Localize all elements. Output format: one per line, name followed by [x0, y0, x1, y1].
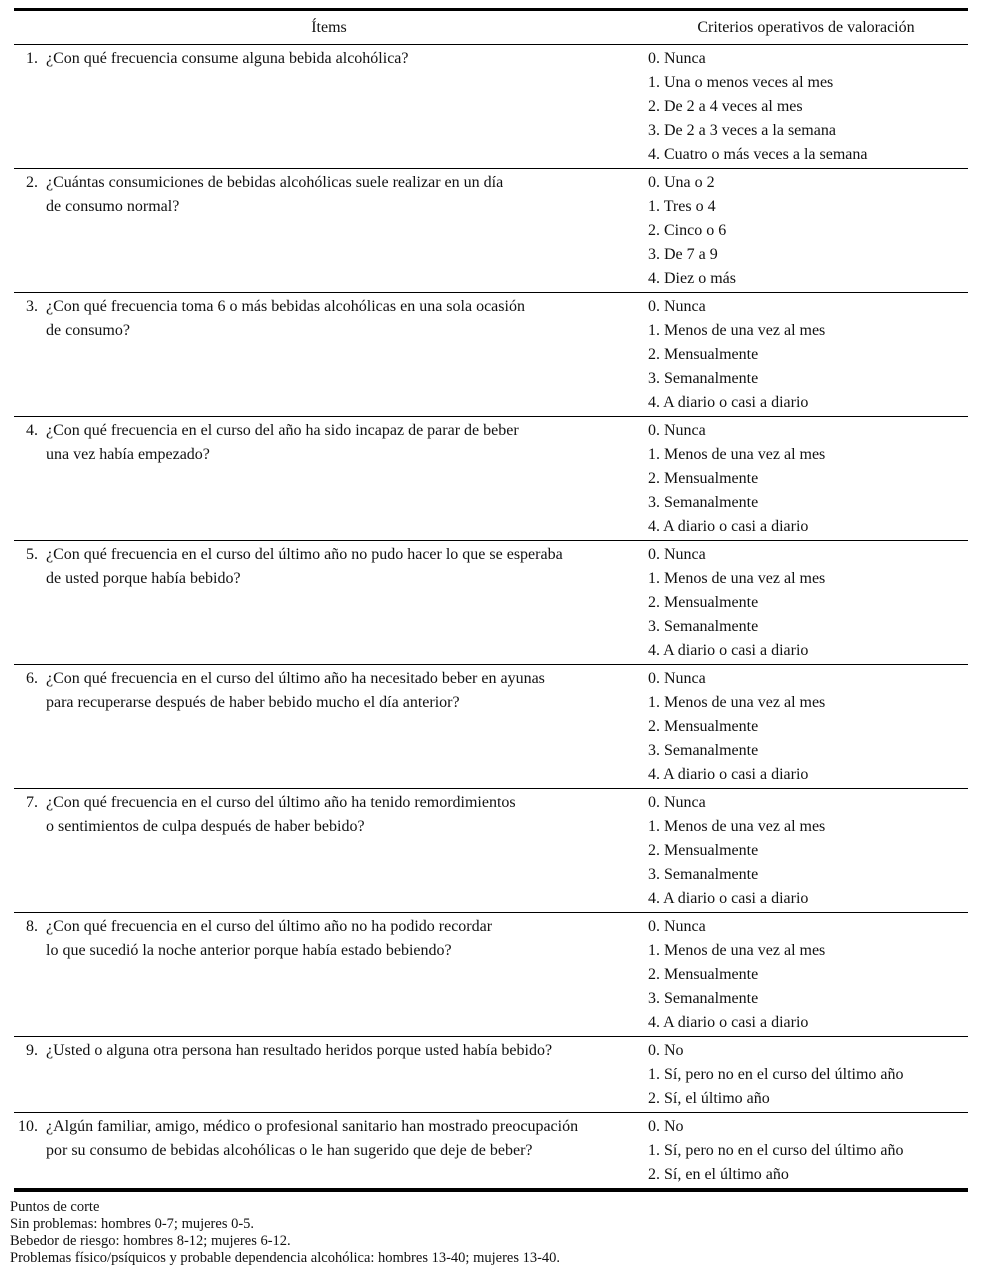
table-row: [14, 45, 968, 169]
option-line: 0. Nunca: [648, 918, 706, 935]
question-text: ¿Con qué frecuencia en el curso del año ha sido incapaz de parar de beber una vez había empezado?: [46, 422, 519, 463]
options-list: [644, 295, 968, 415]
footnote-line: Sin problemas: hombres 0-7; mujeres 0-5.: [10, 1216, 255, 1232]
column-header-items: Ítems: [311, 18, 347, 36]
option-line: 4. A diario o casi a diario: [648, 1014, 809, 1031]
question-cell: [14, 1039, 644, 1111]
option-line: 0. Nunca: [648, 670, 706, 687]
option-line: 0. Una o 2: [648, 174, 715, 191]
table-row: [14, 417, 968, 541]
question-number: 10.: [18, 1118, 38, 1135]
option-line: 1. Una o menos veces al mes: [648, 74, 834, 91]
option-line: 1. Menos de una vez al mes: [648, 818, 826, 835]
option-line: 0. No: [648, 1042, 684, 1059]
option-line: 2. Sí, el último año: [648, 1090, 770, 1107]
question-text: ¿Con qué frecuencia en el curso del último año no ha podido recordar lo que sucedió la noche anterior porque había estado bebiendo?: [46, 918, 493, 959]
option-line: 2. Mensualmente: [648, 346, 759, 363]
question-text: ¿Con qué frecuencia en el curso del último año ha necesitado beber en ayunas para recuperarse después de haber bebido mucho el día anterior?: [46, 670, 545, 711]
option-line: 2. De 2 a 4 veces al mes: [648, 98, 803, 115]
option-line: 3. Semanalmente: [648, 866, 759, 883]
table-row: [14, 293, 968, 417]
options-list: [644, 1039, 968, 1111]
column-header-criteria: Criterios operativos de valoración: [697, 18, 915, 36]
question-text: ¿Con qué frecuencia consume alguna bebida alcohólica?: [46, 50, 409, 67]
footnotes: [10, 1199, 989, 1267]
question-text: ¿Algún familiar, amigo, médico o profesional sanitario han mostrado preocupación por su consumo de bebidas alcohólicas o le han sugerido que deje de beber?: [46, 1118, 579, 1159]
option-line: 3. Semanalmente: [648, 494, 759, 511]
options-list: [644, 171, 968, 291]
option-line: 4. Diez o más: [648, 270, 736, 287]
options-list: [644, 1115, 968, 1187]
option-line: 3. De 2 a 3 veces a la semana: [648, 122, 836, 139]
option-line: 0. Nunca: [648, 422, 706, 439]
option-line: 0. Nunca: [648, 50, 706, 67]
table-row: [14, 665, 968, 789]
question-cell: [14, 295, 644, 415]
option-line: 3. De 7 a 9: [648, 246, 718, 263]
audit-table: [14, 8, 968, 1192]
option-line: 2. Sí, en el último año: [648, 1166, 789, 1183]
table-row: [14, 1037, 968, 1113]
table-row: [14, 913, 968, 1037]
question-cell: [14, 47, 644, 167]
option-line: 3. Semanalmente: [648, 618, 759, 635]
option-line: 4. A diario o casi a diario: [648, 642, 809, 659]
option-line: 2. Mensualmente: [648, 594, 759, 611]
question-cell: [14, 419, 644, 539]
question-cell: [14, 1115, 644, 1187]
footnote-line: Problemas físico/psíquicos y probable dependencia alcohólica: hombres 13-40; mujeres 13-40.: [10, 1250, 561, 1266]
options-list: [644, 667, 968, 787]
question-text: ¿Cuántas consumiciones de bebidas alcohólicas suele realizar en un día de consumo normal?: [46, 174, 504, 215]
option-line: 0. Nunca: [648, 298, 706, 315]
option-line: 1. Sí, pero no en el curso del último año: [648, 1142, 904, 1159]
option-line: 1. Menos de una vez al mes: [648, 694, 826, 711]
option-line: 4. A diario o casi a diario: [648, 518, 809, 535]
option-line: 2. Mensualmente: [648, 718, 759, 735]
question-number: 7.: [26, 794, 38, 811]
question-cell: [14, 171, 644, 291]
question-number: 3.: [26, 298, 38, 315]
option-line: 4. Cuatro o más veces a la semana: [648, 146, 868, 163]
option-line: 1. Menos de una vez al mes: [648, 446, 826, 463]
option-line: 3. Semanalmente: [648, 370, 759, 387]
options-list: [644, 791, 968, 911]
option-line: 1. Menos de una vez al mes: [648, 570, 826, 587]
question-number: 1.: [26, 50, 38, 67]
footnote-line: Bebedor de riesgo: hombres 8-12; mujeres 6-12.: [10, 1233, 291, 1249]
option-line: 4. A diario o casi a diario: [648, 766, 809, 783]
question-number: 2.: [26, 174, 38, 191]
question-text: ¿Con qué frecuencia en el curso del último año ha tenido remordimientos o sentimientos de culpa después de haber bebido?: [46, 794, 516, 835]
question-number: 8.: [26, 918, 38, 935]
table-row: [14, 789, 968, 913]
table-header-row: [14, 11, 968, 45]
options-list: [644, 47, 968, 167]
question-cell: [14, 791, 644, 911]
option-line: 1. Menos de una vez al mes: [648, 942, 826, 959]
table-body: [14, 45, 968, 1188]
footnote-line: Puntos de corte: [10, 1199, 100, 1215]
question-cell: [14, 667, 644, 787]
table-row: [14, 1113, 968, 1188]
options-list: [644, 915, 968, 1035]
question-cell: [14, 543, 644, 663]
option-line: 1. Menos de una vez al mes: [648, 322, 826, 339]
option-line: 0. Nunca: [648, 794, 706, 811]
option-line: 0. No: [648, 1118, 684, 1135]
question-text: ¿Con qué frecuencia toma 6 o más bebidas alcohólicas en una sola ocasión de consumo?: [46, 298, 525, 339]
option-line: 4. A diario o casi a diario: [648, 890, 809, 907]
question-number: 6.: [26, 670, 38, 687]
question-number: 9.: [26, 1042, 38, 1059]
option-line: 2. Mensualmente: [648, 842, 759, 859]
table-row: [14, 541, 968, 665]
option-line: 3. Semanalmente: [648, 990, 759, 1007]
option-line: 0. Nunca: [648, 546, 706, 563]
option-line: 1. Sí, pero no en el curso del último año: [648, 1066, 904, 1083]
option-line: 2. Cinco o 6: [648, 222, 727, 239]
question-text: ¿Usted o alguna otra persona han resultado heridos porque usted había bebido?: [46, 1042, 553, 1059]
table-row: [14, 169, 968, 293]
question-cell: [14, 915, 644, 1035]
option-line: 2. Mensualmente: [648, 470, 759, 487]
question-number: 4.: [26, 422, 38, 439]
options-list: [644, 543, 968, 663]
question-text: ¿Con qué frecuencia en el curso del último año no pudo hacer lo que se esperaba de usted porque había bebido?: [46, 546, 563, 587]
options-list: [644, 419, 968, 539]
question-number: 5.: [26, 546, 38, 563]
option-line: 1. Tres o 4: [648, 198, 716, 215]
option-line: 3. Semanalmente: [648, 742, 759, 759]
option-line: 2. Mensualmente: [648, 966, 759, 983]
option-line: 4. A diario o casi a diario: [648, 394, 809, 411]
